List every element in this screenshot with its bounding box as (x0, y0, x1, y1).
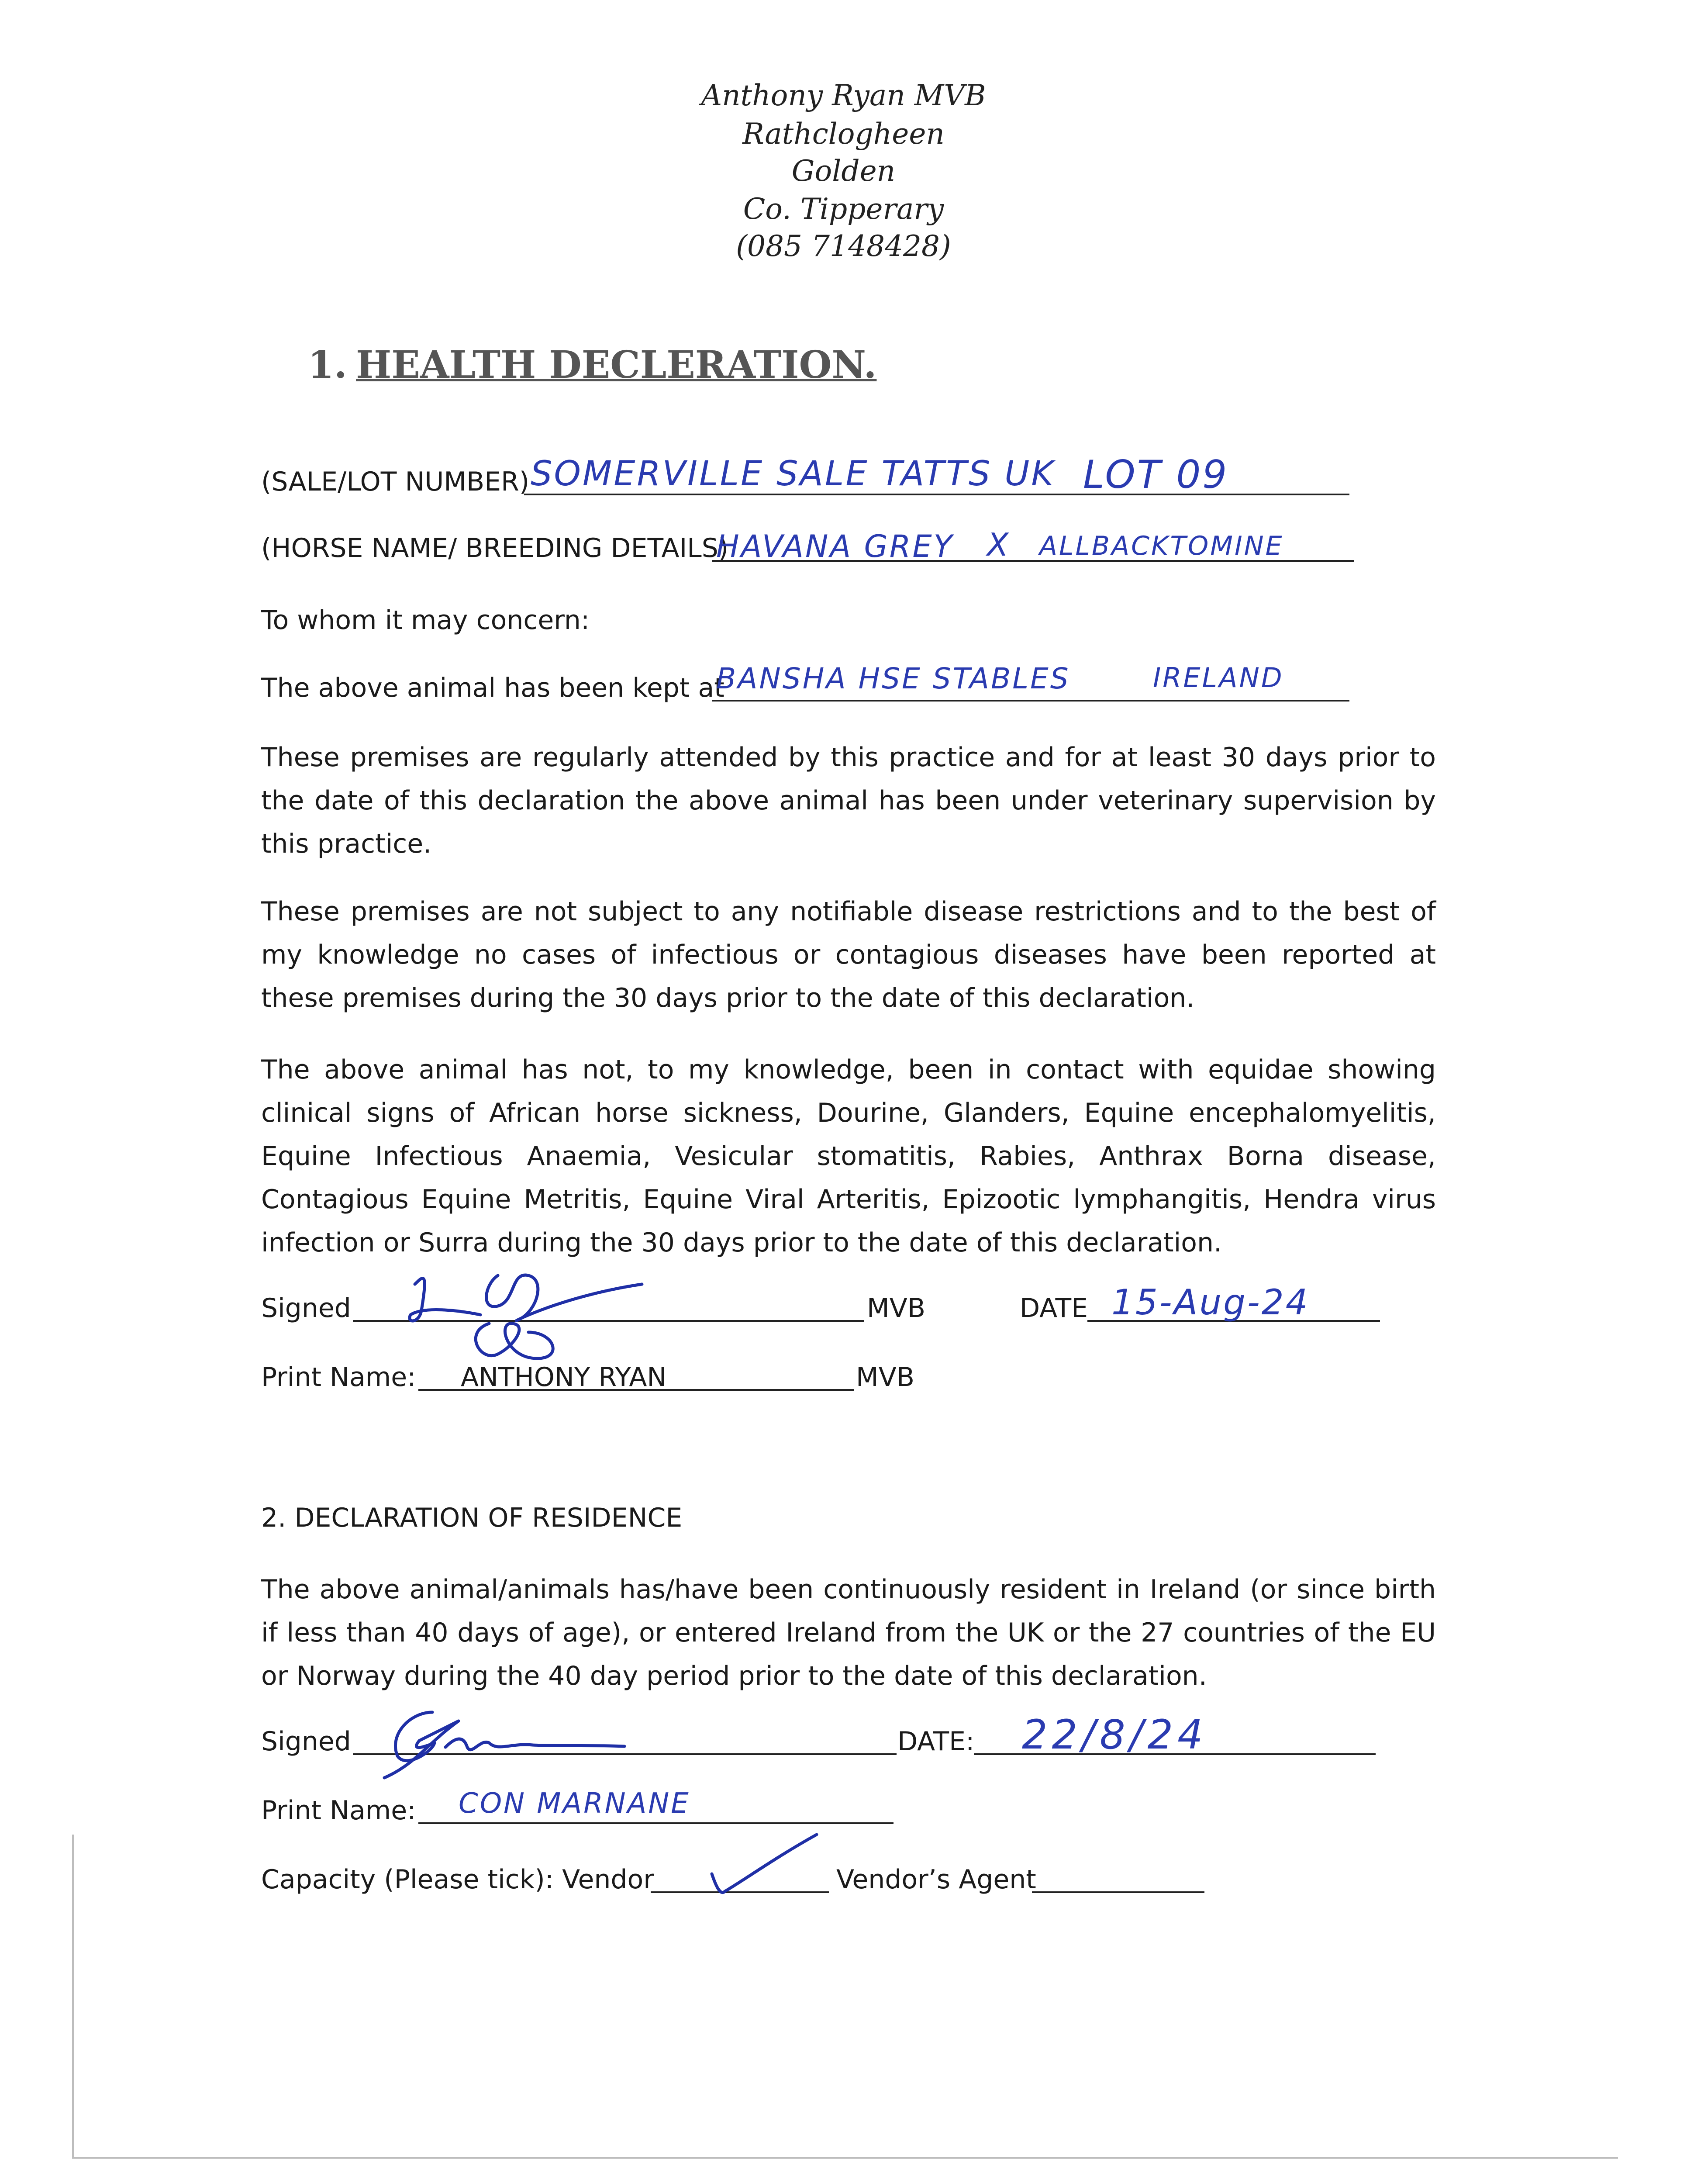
vet-signed-label: Signed (261, 1293, 351, 1324)
vet-print-name-value: ANTHONY RYAN (461, 1362, 667, 1393)
vendor-date-value: 22/8/24 (1022, 1711, 1207, 1758)
header-name: Anthony Ryan MVB (701, 79, 986, 112)
vet-print-name-label: Print Name: (261, 1362, 416, 1393)
vet-date-value: 15-Aug-24 (1111, 1282, 1310, 1323)
para-residence: The above animal/animals has/have been continuously resident in Ireland (or since birth if less than 40 days of age), or entered Ireland from the UK or the 27 countries of the EU or Norway during the 40 day period prior to the date of this declaration. (261, 1574, 1436, 1691)
header-address1: Rathclogheen (742, 117, 945, 151)
vendor-date-label: DATE: (897, 1726, 975, 1757)
horse-value: HAVANA GREY (716, 529, 954, 564)
vet-mvb-label: MVB (867, 1293, 925, 1324)
vendor-signed-label: Signed (261, 1726, 351, 1757)
horse-label: (HORSE NAME/ BREEDING DETAILS) (261, 533, 729, 563)
vendor-agent-label: Vendor’s Agent (836, 1864, 1036, 1895)
para-supervision: These premises are regularly attended by this practice and for at least 30 days prior to the date of this declaration the above animal has been under veterinary supervision by this practice. (261, 742, 1436, 859)
lot-value: LOT 09 (1083, 452, 1229, 497)
header-county: Co. Tipperary (743, 192, 944, 226)
para-restrictions: These premises are not subject to any notifiable disease restrictions and to the best of my knowledge no cases of infectious or contagious diseases have been reported at these premises during the 30 days prior to the date of this declaration. (261, 896, 1436, 1013)
vendor-print-name-line (418, 1822, 894, 1824)
vet-date-label: DATE (1020, 1293, 1088, 1324)
kept-country: IRELAND (1153, 662, 1284, 694)
para-contact: The above animal has not, to my knowledge, been in contact with equidae showing clinical signs of African horse sickness, Dourine, Glanders, Equine encephalomyelitis, Equine Infectious Anaemia, Vesicular stomatitis, Rabies, Anthrax Borna disease, Contagious Equine Metritis, Equine Viral Arteritis, Epizootic lymphangitis, Hendra virus infection or Surra during the 30 days prior to the date of this declaration. (261, 1054, 1436, 1258)
greeting: To whom it may concern: (261, 605, 590, 636)
vet-print-mvb-label: MVB (856, 1362, 914, 1393)
sale-lot-value: SOMERVILLE SALE TATTS UK (531, 454, 1056, 494)
header-address2: Golden (791, 154, 896, 188)
vendor-agent-line (1032, 1891, 1204, 1893)
vendor-signature (358, 1695, 629, 1782)
kept-label: The above animal has been kept at (261, 673, 724, 703)
sale-lot-label: (SALE/LOT NUMBER) (261, 467, 530, 497)
section1-number: 1. (308, 343, 347, 387)
scan-edge-bottom (72, 2157, 1618, 2159)
section1-title: HEALTH DECLERATION. (356, 343, 877, 387)
horse-dam: ALLBACKTOMINE (1039, 531, 1284, 561)
horse-cross: X (987, 526, 1011, 563)
section2-title: 2. DECLARATION OF RESIDENCE (261, 1503, 683, 1533)
vendor-print-name-label: Print Name: (261, 1795, 416, 1826)
scan-edge-left (72, 1835, 74, 2158)
capacity-label: Capacity (Please tick): Vendor (261, 1864, 654, 1895)
header-phone: (085 7148428) (736, 229, 951, 263)
vendor-print-name-value: CON MARNANE (459, 1787, 690, 1820)
vendor-tick-icon (707, 1830, 821, 1900)
kept-line (712, 700, 1349, 702)
kept-value: BANSHA HSE STABLES (716, 662, 1070, 695)
